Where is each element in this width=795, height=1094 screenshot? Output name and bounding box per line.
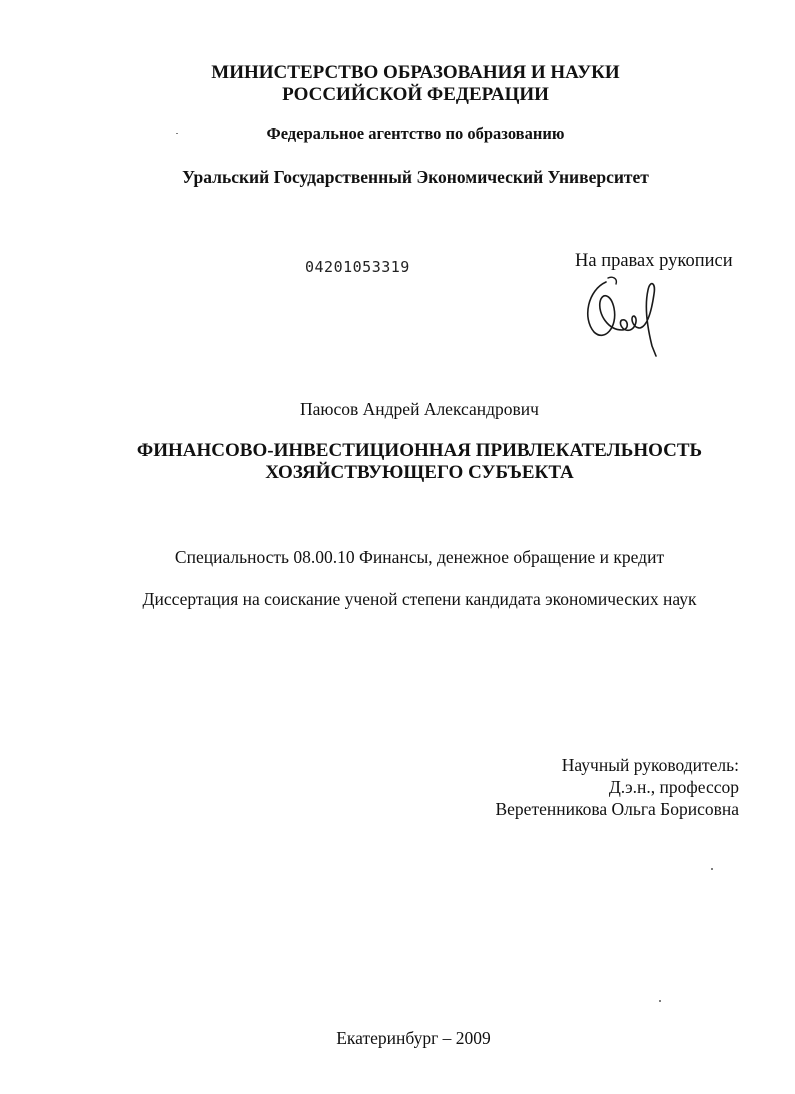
thesis-title-line-2: ХОЗЯЙСТВУЮЩЕГО СУБЪЕКТА <box>265 462 574 483</box>
city-year: Екатеринбург – 2009 <box>336 1028 491 1048</box>
specialty: Специальность 08.00.10 Финансы, денежное обращение и кредит <box>174 547 665 567</box>
author-name: Паюсов Андрей Александрович <box>300 399 539 419</box>
ministry-title <box>18 62 795 106</box>
ministry-line-2: РОССИЙСКОЙ ФЕДЕРАЦИИ <box>282 84 549 105</box>
agency-name: Федеральное агентство по образованию <box>266 124 565 143</box>
scan-speck <box>176 133 178 134</box>
supervisor-degree: Д.э.н., профессор <box>608 777 739 797</box>
degree-statement: Диссертация на соискание ученой степени кандидата экономических наук <box>142 589 697 609</box>
thesis-title-line-1: ФИНАНСОВО-ИНВЕСТИЦИОННАЯ ПРИВЛЕКАТЕЛЬНОСТЬ <box>136 440 703 461</box>
supervisor-label: Научный руководитель: <box>561 755 739 775</box>
scan-speck <box>711 868 713 870</box>
registration-number: 04201053319 <box>305 258 410 276</box>
supervisor-name: Веретенникова Ольга Борисовна <box>495 799 739 819</box>
scan-speck <box>659 1000 661 1002</box>
university-name: Уральский Государственный Экономический Университет <box>182 167 649 187</box>
rights-notice: На правах рукописи <box>575 251 733 271</box>
signature-icon <box>578 268 670 360</box>
thesis-title <box>22 440 795 484</box>
ministry-line-1: МИНИСТЕРСТВО ОБРАЗОВАНИЯ И НАУКИ <box>211 62 620 83</box>
